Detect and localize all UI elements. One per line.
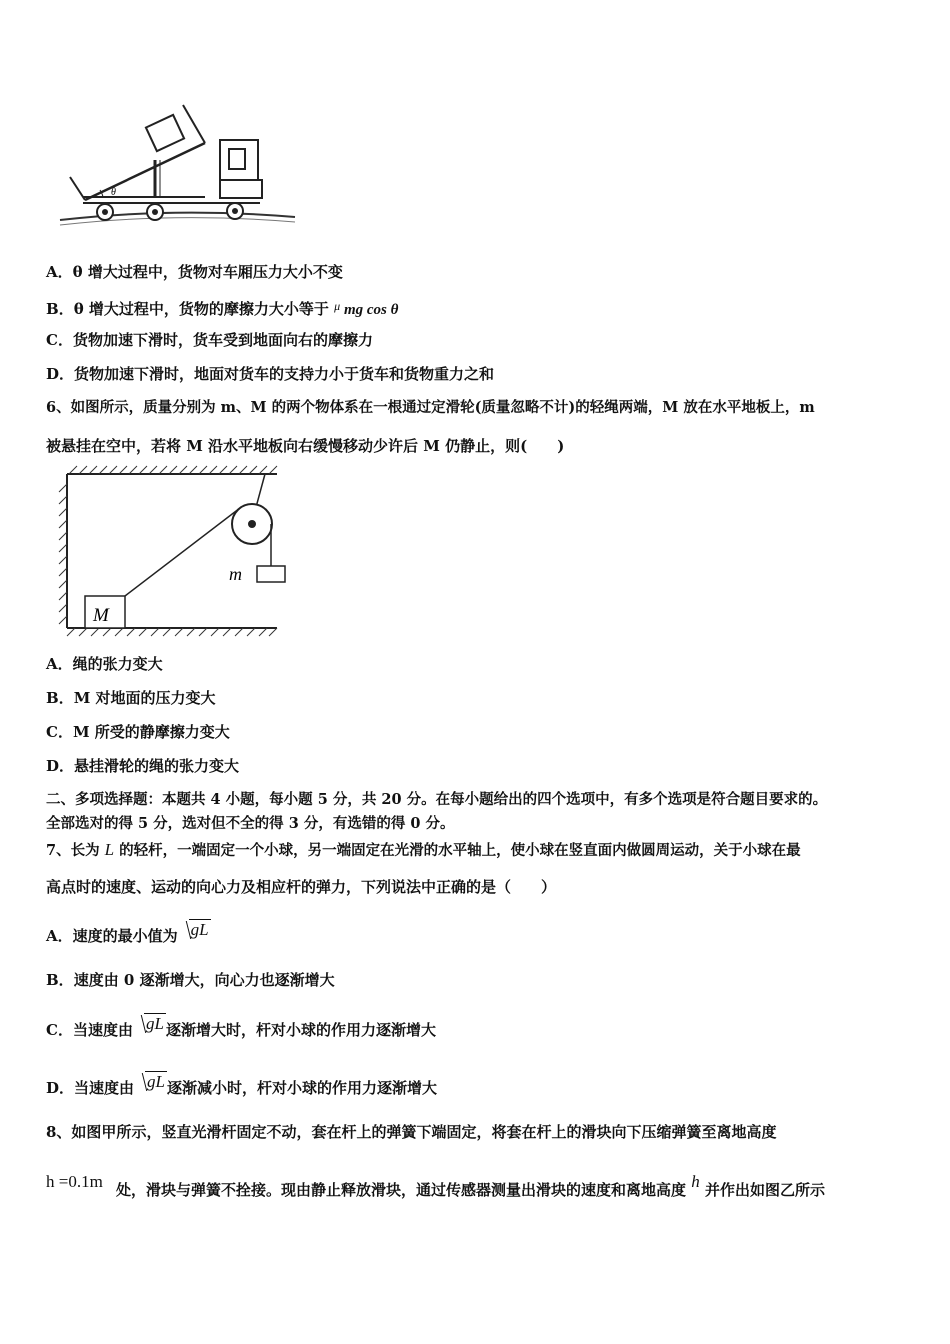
q6-option-d[interactable]: D．悬挂滑轮的绳的张力变大: [46, 757, 240, 775]
sqrt-gL: gL: [133, 1014, 166, 1034]
h-variable: h: [691, 1172, 700, 1191]
q6-stem-line1: 6、如图所示，质量分别为 m、M 的两个物体系在一根通过定滑轮(质量忽略不计)的轻绳两端，M 放在水平地板上，m: [46, 399, 815, 416]
q7-option-c[interactable]: C．当速度由 gL 逐渐增大时，杆对小球的作用力逐渐增大: [46, 1014, 436, 1039]
q5-option-c[interactable]: C．货物加速下滑时，货车受到地面向右的摩擦力: [46, 331, 373, 349]
sqrt-gL: gL: [178, 920, 211, 940]
mass-m-label: m: [229, 564, 242, 584]
q7-option-b[interactable]: B．速度由 0 逐渐增大，向心力也逐渐增大: [46, 971, 335, 989]
q6-stem-line2: 被悬挂在空中，若将 M 沿水平地板向右缓慢移动少许后 M 仍静止，则( ): [46, 437, 565, 455]
q8-stem-line1: 8、如图甲所示，竖直光滑杆固定不动，套在杆上的弹簧下端固定，将套在杆上的滑块向下压缩弹簧至离地高度: [46, 1123, 777, 1141]
q7-stem-line1: 7、长为 L 的轻杆，一端固定一个小球，另一端固定在光滑的水平轴上，使小球在竖直面内做圆周运动，关于小球在最: [46, 840, 801, 859]
q7-option-a[interactable]: A．速度的最小值为 gL: [46, 920, 209, 945]
theta-label: θ: [111, 187, 116, 198]
q7-stem-line2: 高点时的速度、运动的向心力及相应杆的弹力，下列说法中正确的是（ ）: [46, 878, 557, 896]
mu-symbol: μ: [334, 299, 341, 313]
q7-option-d[interactable]: D．当速度由 gL 逐渐减小时，杆对小球的作用力逐渐增大: [46, 1072, 438, 1097]
mass-M-label: M: [93, 605, 109, 626]
sqrt-gL: gL: [134, 1072, 167, 1092]
length-L: L: [104, 840, 115, 859]
q6-option-b[interactable]: B．M 对地面的压力变大: [46, 689, 216, 707]
pulley-figure: [55, 462, 290, 642]
h-equation: h =0.1m: [46, 1172, 103, 1191]
section2-heading-line1: 二、多项选择题：本题共 4 小题，每小题 5 分，共 20 分。在每小题给出的四个选项中，有多个选项是符合题目要求的。: [46, 791, 828, 808]
q5-option-a[interactable]: A．θ 增大过程中，货物对车厢压力大小不变: [46, 263, 343, 281]
q6-option-c[interactable]: C．M 所受的静摩擦力变大: [46, 723, 230, 741]
q5-option-b[interactable]: B．θ 增大过程中，货物的摩擦力大小等于 $^\mu$ mg cos θ: [46, 299, 399, 318]
q6-option-a[interactable]: A．绳的张力变大: [46, 655, 163, 673]
dump-truck-figure: [55, 95, 300, 235]
q5-option-d[interactable]: D．货物加速下滑时，地面对货车的支持力小于货车和货物重力之和: [46, 365, 495, 383]
q8-stem-line2: h =0.1m 处，滑块与弹簧不拴接。现由静止释放滑块，通过传感器测量出滑块的速度和离地高度 h 并作出如图乙所示: [46, 1172, 826, 1199]
section2-heading-line2: 全部选对的得 5 分，选对但不全的得 3 分，有选错的得 0 分。: [46, 815, 455, 832]
